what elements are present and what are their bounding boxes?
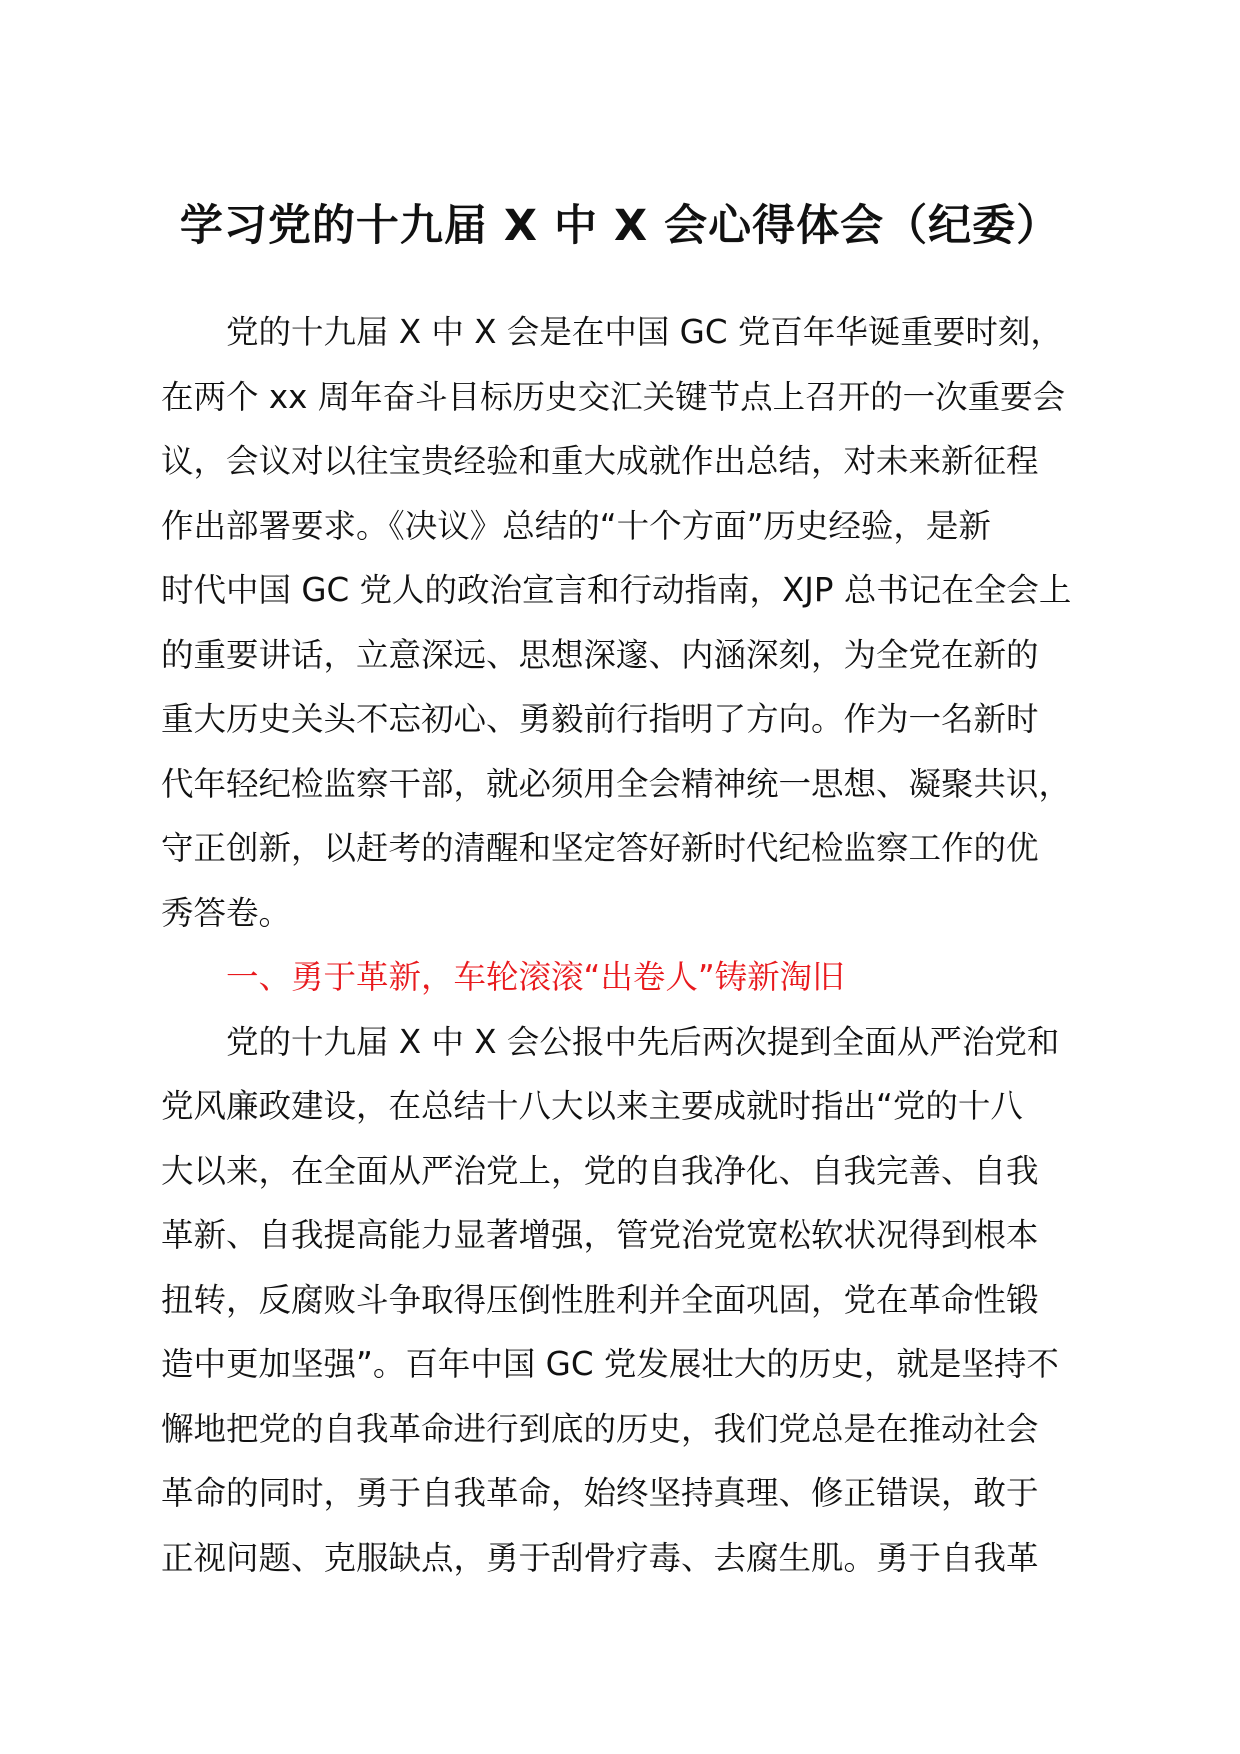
paragraph-line: 党的十九届 X 中 X 会是在中国 GC 党百年华诞重要时刻， xyxy=(226,313,1063,351)
paragraph-line: 懈地把党的自我革命进行到底的历史，我们党总是在推动社会 xyxy=(161,1409,1039,1448)
paragraph-line: 大以来，在全面从严治党上，党的自我净化、自我完善、自我 xyxy=(161,1151,1039,1190)
paragraph-line: 代年轻纪检监察干部，就必须用全会精神统一思想、凝聚共识， xyxy=(161,764,1072,803)
paragraph-line: 作出部署要求。《决议》总结的“十个方面”历史经验，是新 xyxy=(161,506,991,545)
paragraph-line: 扭转，反腐败斗争取得压倒性胜利并全面巩固，党在革命性锻 xyxy=(161,1280,1039,1319)
paragraph-line: 重大历史关头不忘初心、勇毅前行指明了方向。作为一名新时 xyxy=(161,700,1039,738)
section-heading: 一、勇于革新，车轮滚滚“出卷人”铸新淘旧 xyxy=(226,958,845,996)
paragraph-line: 造中更加坚强”。百年中国 GC 党发展壮大的历史，就是坚持不 xyxy=(161,1345,1059,1383)
paragraph-line: 在两个 xx 周年奋斗目标历史交汇关键节点上召开的一次重要会 xyxy=(161,377,1066,416)
paragraph-line: 守正创新，以赶考的清醒和坚定答好新时代纪检监察工作的优 xyxy=(161,829,1039,867)
paragraph-line: 革新、自我提高能力显著增强，管党治党宽松软状况得到根本 xyxy=(161,1216,1039,1254)
paragraph-line: 正视问题、克服缺点，勇于刮骨疗毒、去腐生肌。勇于自我革 xyxy=(161,1538,1039,1577)
paragraph-line: 秀答卷。 xyxy=(161,893,292,932)
paragraph-line: 党风廉政建设，在总结十八大以来主要成就时指出“党的十八 xyxy=(161,1087,1023,1125)
paragraph-line: 革命的同时，勇于自我革命，始终坚持真理、修正错误，敢于 xyxy=(161,1474,1039,1512)
document-title: 学习党的十九届 X 中 X 会心得体会（纪委） xyxy=(179,201,1061,251)
paragraph-line: 党的十九届 X 中 X 会公报中先后两次提到全面从严治党和 xyxy=(226,1022,1060,1061)
document-body xyxy=(161,300,1121,1590)
paragraph-line: 议，会议对以往宝贵经验和重大成就作出总结，对未来新征程 xyxy=(161,442,1039,480)
paragraph-line: 的重要讲话，立意深远、思想深邃、内涵深刻，为全党在新的 xyxy=(161,635,1039,674)
paragraph-line: 时代中国 GC 党人的政治宣言和行动指南，XJP 总书记在全会上 xyxy=(161,571,1072,609)
